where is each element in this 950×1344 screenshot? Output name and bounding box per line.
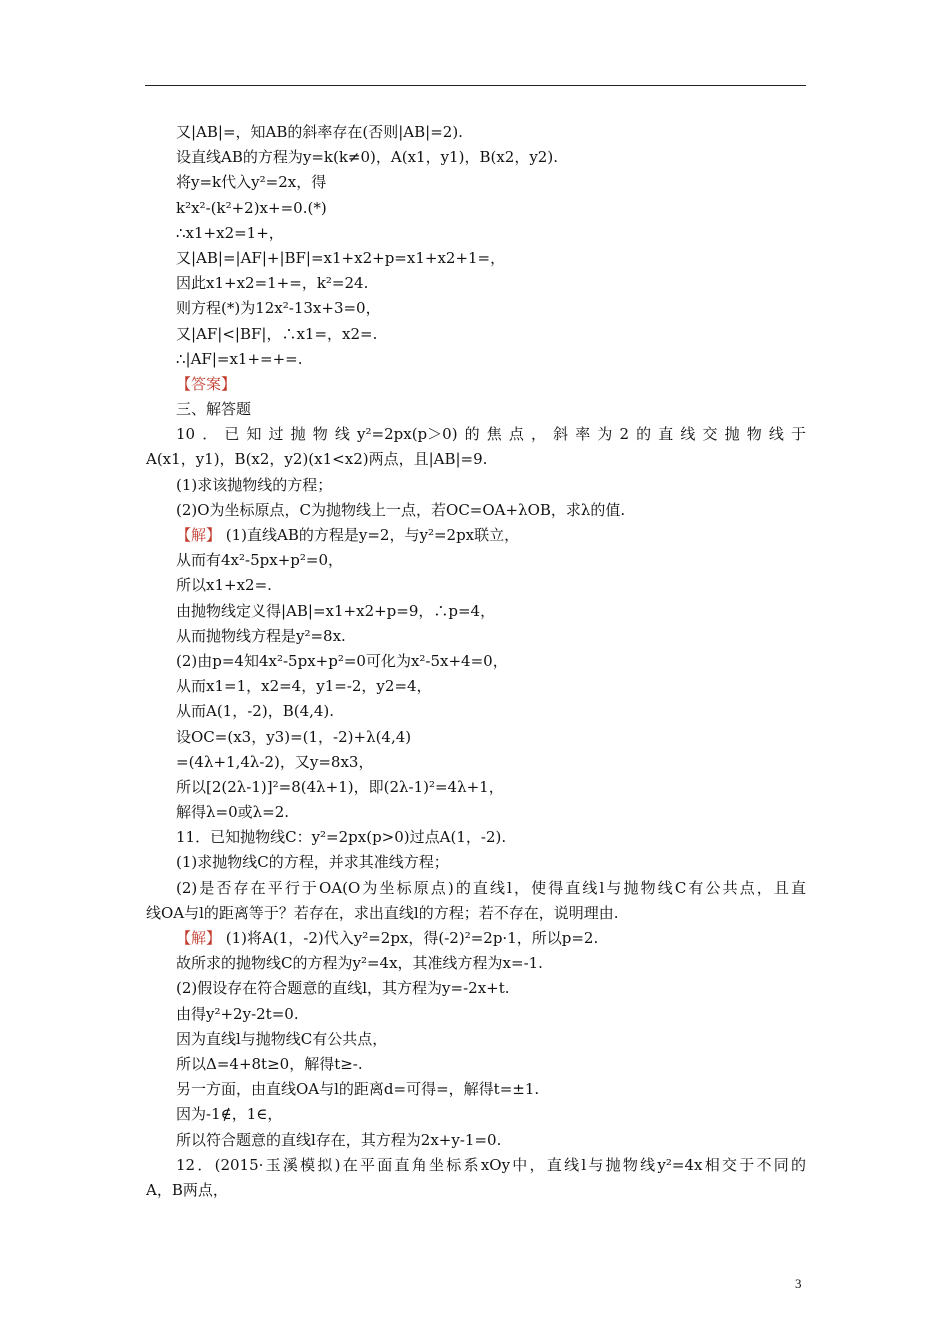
text-line: [146, 674, 806, 699]
answer-tag: 【解】: [176, 526, 222, 544]
text-line: [146, 170, 806, 195]
text-line: [146, 573, 806, 598]
header-rule: [145, 85, 806, 86]
line-text: (1)将A(1，-2)代入y²=2px，得(-2)²=2p·1，所以p=2.: [221, 929, 599, 947]
text-line: [146, 145, 806, 170]
text-line: [146, 850, 806, 875]
line-text: 将y=k代入y²=2x，得: [176, 173, 327, 192]
line-text: 从而x1=1，x2=4，y1=-2，y2=4，: [176, 677, 432, 696]
text-line: [146, 1002, 806, 1027]
line-text: A，B两点，: [146, 1180, 228, 1199]
text-line: [146, 523, 806, 548]
text-line: [146, 951, 806, 976]
text-line: [146, 246, 806, 271]
text-line: [146, 1052, 806, 1077]
line-text: 又|AB|=|AF|+|BF|=x1+x2+p=x1+x2+1=，: [176, 248, 506, 267]
text-line: [146, 372, 806, 397]
line-text: 因为-1∉，1∈，: [176, 1105, 283, 1124]
text-line: [146, 649, 806, 674]
text-line: [146, 800, 806, 825]
text-line: [146, 1128, 806, 1153]
page-number: 3: [795, 1276, 802, 1291]
text-line: [146, 901, 806, 926]
line-text: 11．已知抛物线C：y²=2px(p>0)过点A(1，-2).: [176, 828, 507, 847]
line-text: =(4λ+1,4λ-2)，又y=8x3，: [176, 752, 374, 771]
text-line: [146, 296, 806, 321]
line-text: 设直线AB的方程为y=k(k≠0)，A(x1，y1)，B(x2，y2).: [176, 148, 558, 167]
line-text: 解得λ=0或λ=2.: [176, 803, 290, 822]
line-text: 10．已知过抛物线y²=2px(p＞0)的焦点，斜率为2的直线交抛物线于: [176, 425, 806, 444]
line-text: (1)直线AB的方程是y=2，与y²=2px联立，: [221, 526, 520, 544]
text-line: [146, 120, 806, 145]
text-line: [146, 699, 806, 724]
line-text: 12．(2015·玉溪模拟)在平面直角坐标系xOy中，直线l与抛物线y²=4x相交于不同的: [176, 1155, 806, 1174]
document-body: [146, 120, 806, 1203]
text-line: [146, 825, 806, 850]
text-line: [146, 1102, 806, 1127]
text-line: [146, 876, 806, 901]
line-text: (1)求抛物线C的方程，并求其准线方程；: [176, 853, 449, 872]
line-text: 故所求的抛物线C的方程为y²=4x，其准线方程为x=-1.: [176, 954, 543, 973]
text-line: [146, 775, 806, 800]
line-text: k²x²-(k²+2)x+=0.(*): [176, 198, 327, 217]
line-text: 所以[2(2λ-1)]²=8(4λ+1)，即(2λ-1)²=4λ+1，: [176, 777, 504, 796]
line-text: 另一方面，由直线OA与l的距离d=可得=，解得t=±1.: [176, 1080, 540, 1099]
text-line: [146, 1077, 806, 1102]
text-line: [146, 196, 806, 221]
text-line: [146, 976, 806, 1001]
line-text: 又|AF|<|BF|，∴x1=，x2=.: [176, 324, 378, 343]
text-line: [146, 599, 806, 624]
text-line: [146, 1027, 806, 1052]
text-line: [146, 498, 806, 523]
line-text: ∴x1+x2=1+，: [176, 223, 284, 242]
text-line: [146, 271, 806, 296]
line-text: 又|AB|=，知AB的斜率存在(否则|AB|=2).: [176, 123, 463, 141]
line-text: 从而有4x²-5px+p²=0，: [176, 551, 343, 570]
answer-tag: 【解】: [176, 929, 222, 947]
line-text: (2)O为坐标原点，C为抛物线上一点，若OC=OA+λOB，求λ的值.: [176, 500, 626, 519]
line-text: 线OA与l的距离等于？若存在，求出直线l的方程；若不存在，说明理由.: [146, 903, 619, 922]
line-text: 则方程(*)为12x²-13x+3=0，: [176, 299, 381, 318]
line-text: 由抛物线定义得|AB|=x1+x2+p=9，∴p=4，: [176, 601, 496, 620]
line-text: 三、解答题: [176, 400, 252, 419]
line-text: 设OC=(x3，y3)=(1，-2)+λ(4,4): [176, 727, 412, 746]
text-line: [146, 473, 806, 498]
answer-tag: 【答案】: [176, 374, 237, 393]
text-line: [146, 422, 806, 447]
line-text: 从而抛物线方程是y²=8x.: [176, 626, 346, 645]
line-text: 所以符合题意的直线l存在，其方程为2x+y-1=0.: [176, 1130, 502, 1149]
line-text: 从而A(1，-2)，B(4,4).: [176, 702, 335, 721]
line-text: A(x1，y1)，B(x2，y2)(x1<x2)两点，且|AB|=9.: [146, 450, 488, 469]
text-line: [146, 926, 806, 951]
text-line: [146, 750, 806, 775]
line-text: (2)是否存在平行于OA(O为坐标原点)的直线l，使得直线l与抛物线C有公共点，且直: [176, 878, 806, 897]
text-line: [146, 624, 806, 649]
text-line: [146, 397, 806, 422]
line-text: (2)由p=4知4x²-5px+p²=0可化为x²-5x+4=0，: [176, 651, 508, 670]
line-text: 因为直线l与抛物线C有公共点，: [176, 1029, 388, 1048]
text-line: [146, 1153, 806, 1178]
text-line: [146, 347, 806, 372]
line-text: (1)求该抛物线的方程；: [176, 475, 333, 494]
line-text: 因此x1+x2=1+=，k²=24.: [176, 274, 369, 293]
text-line: [146, 447, 806, 472]
line-text: 由得y²+2y-2t=0.: [176, 1004, 299, 1023]
text-line: [146, 1178, 806, 1203]
text-line: [146, 725, 806, 750]
line-text: (2)假设存在符合题意的直线l，其方程为y=-2x+t.: [176, 979, 510, 998]
text-line: [146, 548, 806, 573]
line-text: 所以Δ=4+8t≥0，解得t≥-.: [176, 1054, 363, 1073]
text-line: [146, 221, 806, 246]
line-text: ∴|AF|=x1+=+=.: [176, 349, 303, 368]
line-text: 所以x1+x2=.: [176, 576, 272, 595]
text-line: [146, 322, 806, 347]
